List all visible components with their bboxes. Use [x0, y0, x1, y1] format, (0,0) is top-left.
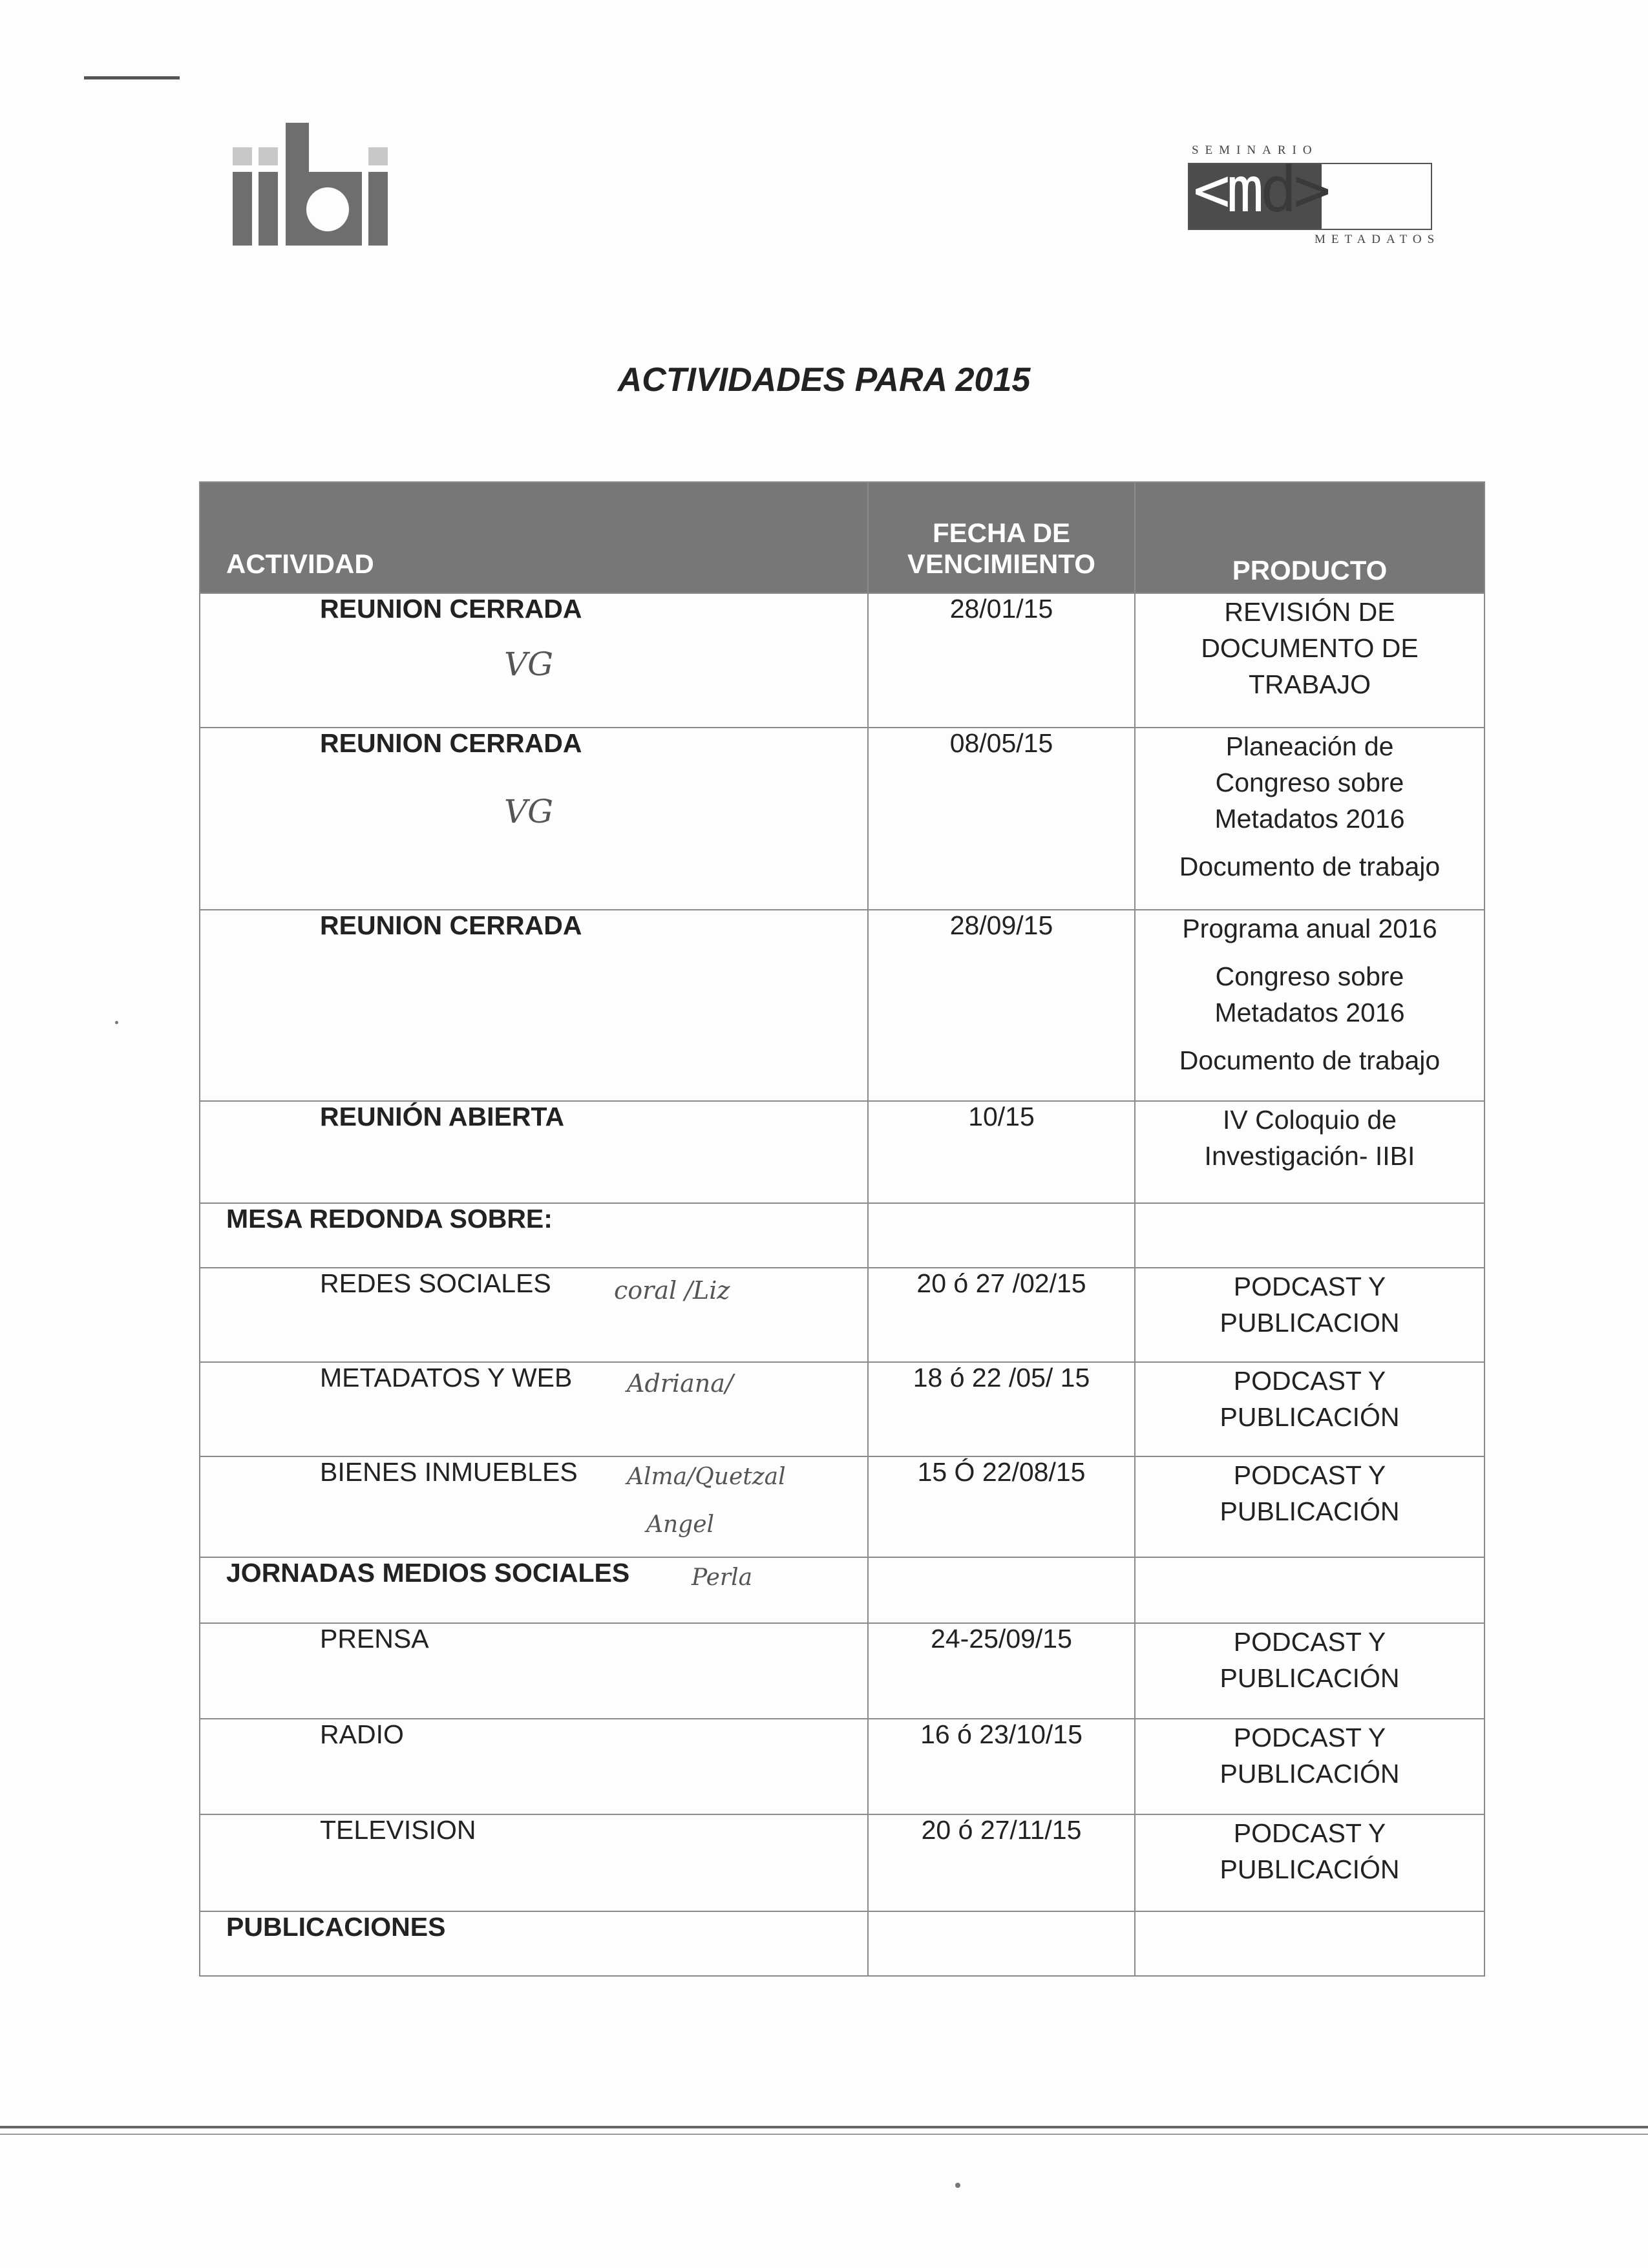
actividad-cell: REUNION CERRADA	[200, 910, 868, 1101]
fecha-cell: 20 ó 27 /02/15	[868, 1268, 1135, 1362]
actividad-cell: REUNION CERRADA VG	[200, 728, 868, 910]
producto-cell: IV Coloquio de Investigación- IIBI	[1135, 1101, 1484, 1203]
actividad-cell: REUNION CERRADA VG	[200, 593, 868, 728]
handwritten-note: Adriana/	[627, 1369, 734, 1398]
header-fecha: FECHA DE VENCIMIENTO	[868, 482, 1135, 593]
fecha-cell: 28/01/15	[868, 593, 1135, 728]
table-header-row	[200, 482, 1484, 593]
handwritten-note: coral /Liz	[614, 1276, 730, 1305]
actividad-cell: REDES SOCIALES coral /Liz	[200, 1268, 868, 1362]
page-title: ACTIVIDADES PARA 2015	[617, 361, 1031, 399]
handwritten-note: Alma/Quetzal	[627, 1464, 786, 1490]
header-actividad: ACTIVIDAD	[200, 482, 868, 593]
table-row	[200, 593, 1484, 728]
fecha-cell	[868, 1911, 1135, 1976]
actividad-cell: PRENSA	[200, 1623, 868, 1719]
fecha-cell	[868, 1557, 1135, 1623]
activities-table	[199, 481, 1485, 1977]
scan-line-bottom-faint	[0, 2134, 1648, 2135]
producto-cell	[1135, 1911, 1484, 1976]
section-cell: JORNADAS MEDIOS SOCIALES Perla	[200, 1557, 868, 1623]
actividad-cell: BIENES INMUEBLES Alma/Quetzal Angel	[200, 1456, 868, 1557]
producto-cell	[1135, 1203, 1484, 1268]
table-row	[200, 1362, 1484, 1456]
actividad-cell: REUNIÓN ABIERTA	[200, 1101, 868, 1203]
scan-speck	[115, 1021, 118, 1024]
handwritten-note: Angel	[646, 1511, 715, 1538]
producto-cell: REVISIÓN DE DOCUMENTO DE TRABAJO	[1135, 593, 1484, 728]
table-row	[200, 910, 1484, 1101]
producto-cell: PODCAST Y PUBLICACIÓN	[1135, 1814, 1484, 1911]
producto-cell: Planeación de Congreso sobre Metadatos 2016 Documento de trabajo	[1135, 728, 1484, 910]
table-row	[200, 1101, 1484, 1203]
producto-cell: PODCAST Y PUBLICACIÓN	[1135, 1362, 1484, 1456]
fecha-cell: 18 ó 22 /05/ 15	[868, 1362, 1135, 1456]
scan-speck	[955, 2183, 960, 2188]
logo-box	[1188, 154, 1432, 230]
scan-mark-top	[84, 76, 180, 79]
fecha-cell: 15 Ó 22/08/15	[868, 1456, 1135, 1557]
table-row	[200, 1814, 1484, 1911]
actividad-cell: TELEVISION	[200, 1814, 868, 1911]
logo-mark: <md>	[1193, 154, 1327, 226]
table-row	[200, 1719, 1484, 1814]
handwritten-note: VG	[504, 793, 554, 830]
fecha-cell: 10/15	[868, 1101, 1135, 1203]
logo-top-text: SEMINARIO	[1192, 143, 1318, 157]
producto-cell	[1135, 1557, 1484, 1623]
handwritten-note: VG	[504, 646, 554, 683]
table-row	[200, 1268, 1484, 1362]
table-row-section	[200, 1557, 1484, 1623]
fecha-cell: 16 ó 23/10/15	[868, 1719, 1135, 1814]
producto-cell: Programa anual 2016 Congreso sobre Metadatos 2016 Documento de trabajo	[1135, 910, 1484, 1101]
table-row-section	[200, 1203, 1484, 1268]
fecha-cell	[868, 1203, 1135, 1268]
fecha-cell: 20 ó 27/11/15	[868, 1814, 1135, 1911]
table-row	[200, 728, 1484, 910]
seminario-metadatos-logo	[1188, 143, 1441, 247]
iibi-logo	[233, 123, 388, 246]
handwritten-note: Perla	[692, 1564, 753, 1591]
fecha-cell: 08/05/15	[868, 728, 1135, 910]
logo-bottom-text: METADATOS	[1315, 233, 1441, 246]
fecha-cell: 24-25/09/15	[868, 1623, 1135, 1719]
actividad-cell: METADATOS Y WEB Adriana/	[200, 1362, 868, 1456]
actividad-cell: RADIO	[200, 1719, 868, 1814]
producto-cell: PODCAST Y PUBLICACIÓN	[1135, 1623, 1484, 1719]
table-row-section	[200, 1911, 1484, 1976]
producto-cell: PODCAST Y PUBLICACION	[1135, 1268, 1484, 1362]
section-cell: MESA REDONDA SOBRE:	[200, 1203, 868, 1268]
producto-cell: PODCAST Y PUBLICACIÓN	[1135, 1719, 1484, 1814]
header-producto: PRODUCTO	[1135, 482, 1484, 593]
table-row	[200, 1623, 1484, 1719]
table-row	[200, 1456, 1484, 1557]
fecha-cell: 28/09/15	[868, 910, 1135, 1101]
section-cell: PUBLICACIONES	[200, 1911, 868, 1976]
scan-line-bottom	[0, 2126, 1648, 2128]
producto-cell: PODCAST Y PUBLICACIÓN	[1135, 1456, 1484, 1557]
